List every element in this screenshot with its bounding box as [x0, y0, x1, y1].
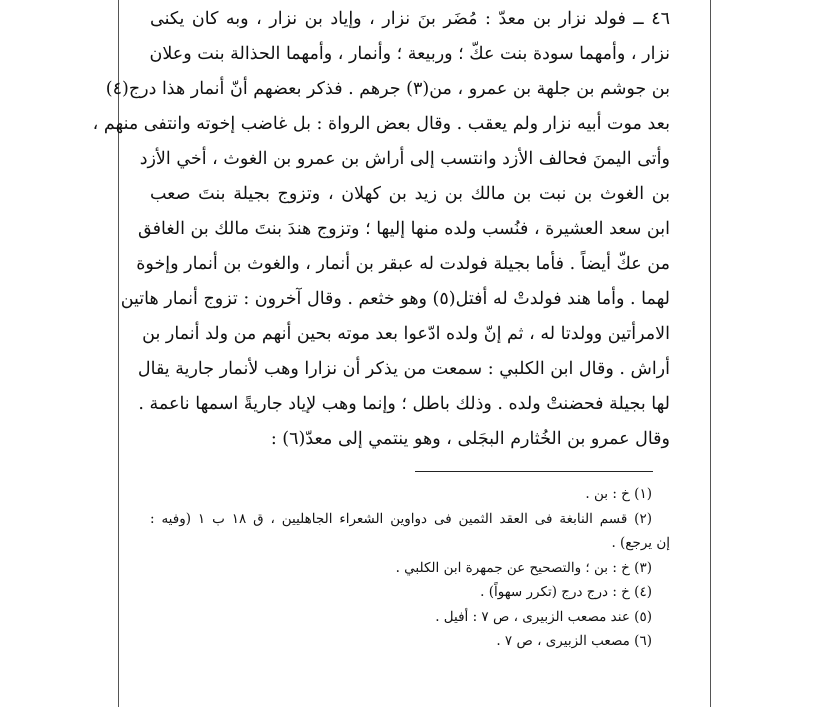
text-line: وقال عمرو بن الخُثارم البجَلى ، وهو ينتمي إلى معدّ(٦) :: [270, 429, 670, 449]
text-line: لهما . وأما هند فولدتْ له أفتل(٥) وهو خثعم . وقال آخرون : تزوج أنمار هاتين: [120, 289, 670, 309]
text-line: بن جوشم بن جلهة بن عمرو ، من(٣) جرهم . فذكر بعضهم أنّ أنمار هذا درج(٤): [105, 79, 670, 99]
footnote: (٢) قسم النابغة فى العقد الثمين فى دواوين الشعراء الجاهليين ، ق ١٨ ب ١ (وفيه :: [150, 510, 652, 527]
footnote-separator: [415, 471, 653, 472]
text-line: بن الغوث بن نبت بن مالك بن زيد بن كهلان ، وتزوج بجيلة بنتَ صعب: [150, 184, 670, 204]
text-line: الامرأتين وولدتا له ، ثم إنّ ولده ادّعوا بعد موته بحين أنهم من ولد أنمار بن: [142, 324, 670, 344]
footnote-continuation: إن يرجع) .: [611, 535, 670, 551]
main-text: [92, 2, 670, 457]
text-line: بعد موت أبيه نزار ولم يعقب . وقال بعض الرواة : بل غاضب إخوته وانتفى منهم ،: [92, 114, 670, 134]
text-line: ٤٦ ــ فولد نزار بن معدّ : مُضَر بنَ نزار ، وإياد بن نزار ، وبه كان يكنى: [150, 9, 670, 29]
footnotes: [150, 482, 670, 654]
footnote: (٦) مصعب الزبيرى ، ص ٧ .: [496, 633, 652, 649]
footnote: (١) خ : بن .: [585, 486, 652, 502]
footnote: (٥) عند مصعب الزبيرى ، ص ٧ : أفيل .: [435, 608, 652, 625]
text-line: من عكّ أيضاً . فأما بجيلة فولدت له عبقر بن أنمار ، والغوث بن أنمار وإخوة: [136, 254, 670, 274]
text-line: نزار ، وأمهما سودة بنت عكّ ؛ وربيعة ؛ وأنمار ، وأمهما الحذالة بنت وعلان: [149, 44, 670, 64]
footnote: (٤) خ : درج درج (تكرر سهواً) .: [480, 584, 652, 600]
text-line: أراش . وقال ابن الكلبي : سمعت من يذكر أن نزارا وهب لأنمار جارية يقال: [137, 359, 670, 379]
text-line: لها بجيلة فحضنتْ ولده . وذلك باطل ؛ وإنما وهب لإياد جاريةً اسمها ناعمة .: [138, 394, 670, 414]
book-page: [92, 2, 670, 707]
text-line: وأتى اليمنَ فحالف الأزد وانتسب إلى أراش بن عمرو بن الغوث ، أخي الأزد: [139, 149, 670, 169]
scan-border-right: [710, 0, 711, 707]
footnote: (٣) خ : بن ؛ والتصحيح عن جمهرة ابن الكلبي .: [395, 559, 652, 576]
text-line: ابن سعد العشيرة ، فنُسب ولده منها إليها ؛ وتزوج هندَ بنتَ مالك بن الغافق: [138, 219, 670, 239]
